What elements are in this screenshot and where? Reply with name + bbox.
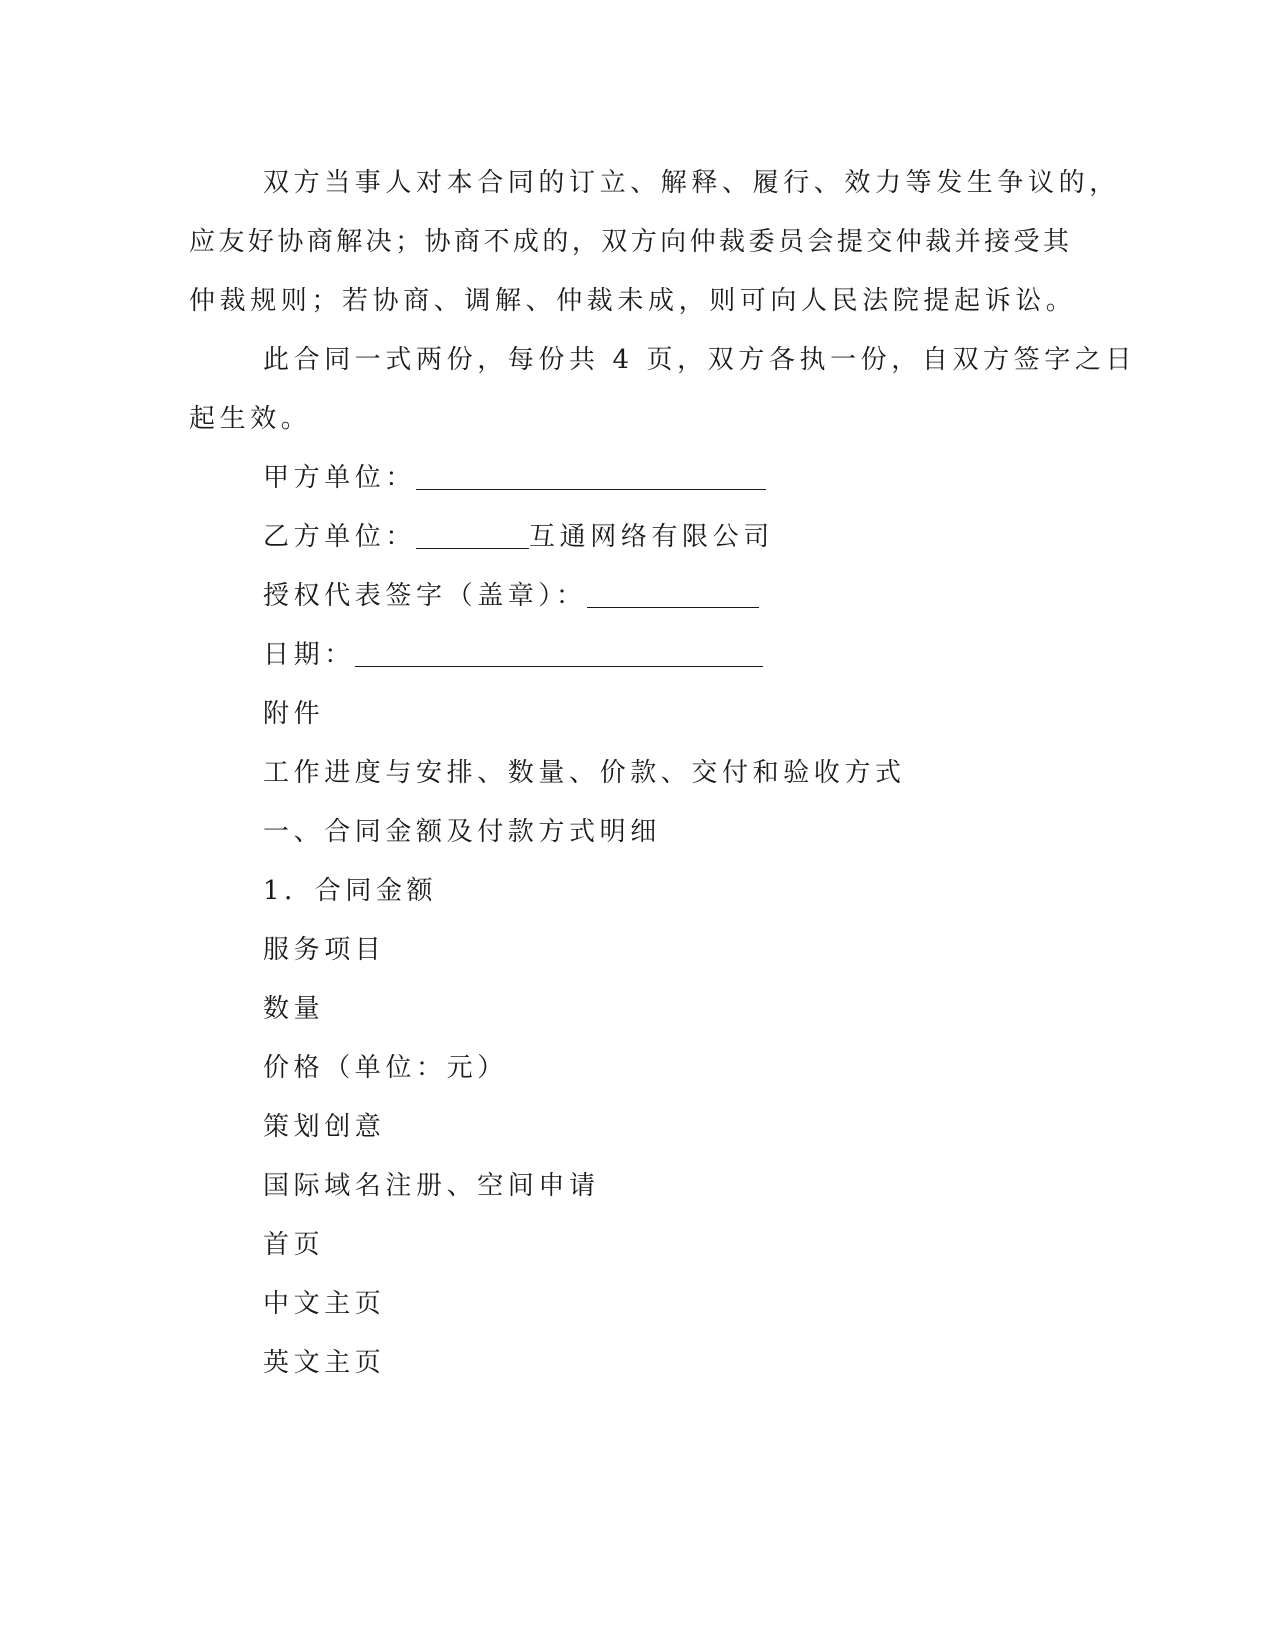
dispute-clause-line-3: 仲裁规则；若协商、调解、仲裁未成，则可向人民法院提起诉讼。 xyxy=(189,286,1077,316)
service-row-english-homepage: 英文主页 xyxy=(263,1348,386,1378)
service-row-chinese-homepage: 中文主页 xyxy=(263,1289,386,1319)
appendix-title: 附件 xyxy=(263,699,325,729)
service-row-planning: 策划创意 xyxy=(263,1112,386,1142)
column-quantity: 数量 xyxy=(263,994,325,1024)
party-a-blank[interactable] xyxy=(416,463,766,490)
service-row-homepage: 首页 xyxy=(263,1230,325,1260)
party-a-row xyxy=(263,461,766,495)
date-row xyxy=(263,638,763,672)
contract-amount-heading: 1．合同金额 xyxy=(263,876,438,906)
dispute-clause-line-2: 应友好协商解决；协商不成的，双方向仲裁委员会提交仲裁并接受其 xyxy=(189,227,1069,257)
service-row-domain: 国际域名注册、空间申请 xyxy=(263,1171,600,1201)
party-a-label: 甲方单位： xyxy=(263,463,417,493)
party-b-label: 乙方单位： xyxy=(263,522,417,552)
party-b-company: 互通网络有限公司 xyxy=(529,522,774,552)
party-b-row xyxy=(263,520,774,554)
representative-row xyxy=(263,579,759,613)
representative-label: 授权代表签字（盖章）： xyxy=(263,581,587,611)
date-blank[interactable] xyxy=(355,640,763,667)
dispute-clause-line-1: 双方当事人对本合同的订立、解释、履行、效力等发生争议的， xyxy=(263,168,1120,198)
copies-clause-line-1: 此合同一式两份，每份共 4 页，双方各执一份，自双方签字之日 xyxy=(263,345,1137,375)
party-b-blank[interactable] xyxy=(416,522,529,549)
date-label: 日期： xyxy=(263,640,355,670)
section-heading: 一、合同金额及付款方式明细 xyxy=(263,817,661,847)
column-price: 价格（单位：元） xyxy=(263,1053,508,1083)
representative-blank[interactable] xyxy=(587,581,759,608)
appendix-subtitle: 工作进度与安排、数量、价款、交付和验收方式 xyxy=(263,758,906,788)
column-service-item: 服务项目 xyxy=(263,935,386,965)
copies-clause-line-2: 起生效。 xyxy=(189,404,312,434)
